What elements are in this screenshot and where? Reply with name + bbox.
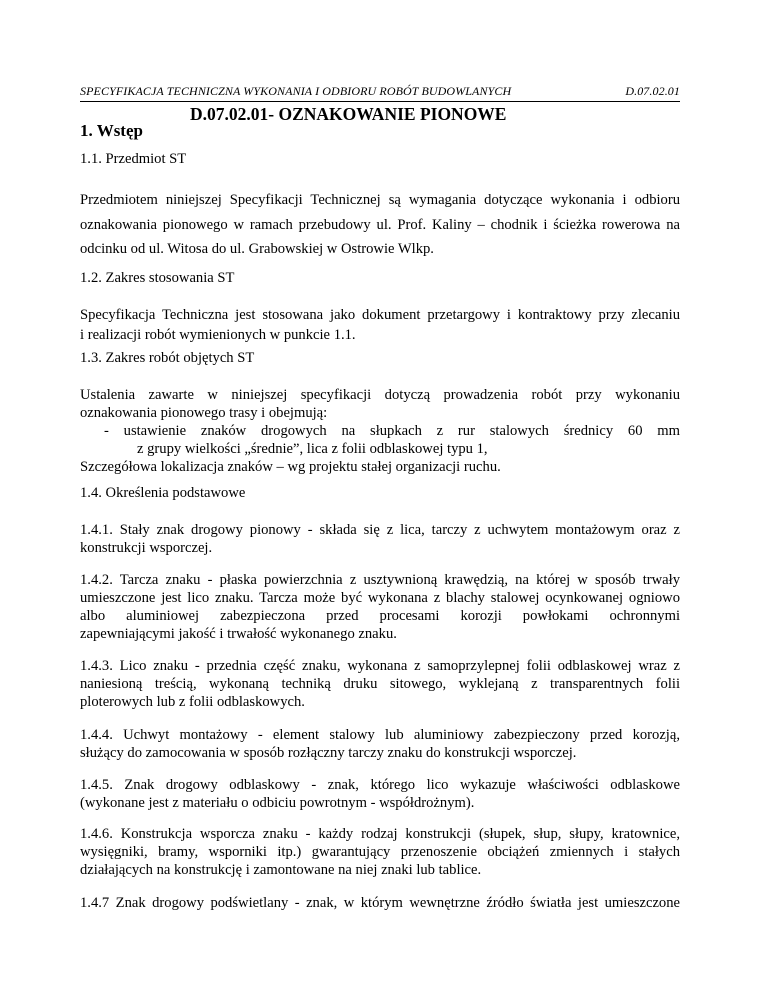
paragraph-line: Przedmiotem niniejszej Specyfikacji Technicznej są wymagania dotyczące wykonania i odbioru (80, 192, 680, 208)
subsection-heading: 1.1. Przedmiot ST (80, 151, 187, 167)
paragraph-line: 1.4.6. Konstrukcja wsporcza znaku - każdy rodzaj konstrukcji (słupek, słup, słupy, kratownice, (80, 826, 680, 842)
running-header-code: D.07.02.01 (625, 84, 680, 98)
paragraph-line: umieszczone jest lico znaku. Tarcza może być wykonana z blachy stalowej ocynkowanej ogniowo (80, 590, 680, 606)
definition-1-4-4 (80, 726, 680, 762)
subsection-heading: 1.2. Zakres stosowania ST (80, 270, 235, 286)
subsection-heading-1-4 (80, 483, 680, 503)
paragraph-line: 1.4.3. Lico znaku - przednia część znaku, wykonana z samoprzylepnej folii odblaskowej wraz z (80, 658, 680, 674)
paragraph-line: służący do zamocowania w sposób rozłączny tarczy znaku do konstrukcji wsporczej. (80, 745, 577, 761)
paragraph-line: oznakowania pionowego w ramach przebudowy ul. Prof. Kaliny – chodnik i ścieżka rowerowa na (80, 216, 680, 233)
definition-1-4-3 (80, 657, 680, 711)
paragraph-line: 1.4.2. Tarcza znaku - płaska powierzchnia z usztywnioną krawędzią, na której w sposób trwały (80, 572, 680, 588)
paragraph-line: 1.4.7 Znak drogowy podświetlany - znak, w którym wewnętrzne źródło światła jest umieszczone (80, 895, 680, 911)
paragraph-line: 1.4.5. Znak drogowy odblaskowy - znak, którego lico wykazuje właściwości odblaskowe (80, 777, 680, 793)
paragraph-line: naniesioną treścią, wykonaną techniką druku sitowego, wyklejaną z transparentnych folii (80, 676, 680, 692)
definition-1-4-1 (80, 521, 680, 557)
subsection-heading-1-2 (80, 268, 680, 288)
document-title: D.07.02.01- OZNAKOWANIE PIONOWE (190, 104, 507, 124)
subsection-heading-1-3 (80, 348, 680, 368)
paragraph-line: Ustalenia zawarte w niniejszej specyfikacji dotyczą prowadzenia robót przy wykonaniu (80, 387, 680, 403)
paragraph-line: wysięgniki, bramy, wsporniki itp.) gwarantujący przenoszenie obciążeń zmiennych i stałych (80, 844, 680, 860)
section-heading: 1. Wstęp (80, 121, 143, 140)
paragraph-line: albo aluminiowej zabezpieczona przed procesami korozji powłokami ochronnymi (80, 608, 680, 624)
running-header-title: SPECYFIKACJA TECHNICZNA WYKONANIA I ODBIORU ROBÓT BUDOWLANYCH (80, 84, 512, 98)
list-item: - ustawienie znaków drogowych na słupkach z rur stalowych średnicy 60 mm (104, 423, 680, 439)
running-header (80, 84, 680, 102)
paragraph-line: 1.4.4. Uchwyt montażowy - element stalowy lub aluminiowy zabezpieczony przed korozją, (80, 727, 680, 743)
definition-1-4-5 (80, 776, 680, 812)
subsection-heading: 1.4. Określenia podstawowe (80, 485, 246, 501)
paragraph-1-2 (80, 305, 680, 345)
paragraph-line: 1.4.1. Stały znak drogowy pionowy - składa się z lica, tarczy z uchwytem montażowym oraz z (80, 522, 680, 538)
paragraph-line: i realizacji robót wymienionych w punkcie 1.1. (80, 327, 356, 343)
paragraph-1-1 (80, 188, 680, 262)
paragraph-1-3 (80, 386, 680, 476)
list-item-continuation: z grupy wielkości „średnie”, lica z folii odblaskowej typu 1, (137, 441, 488, 457)
paragraph-line: działających na konstrukcję i zamontowane na niej znaki lub tablice. (80, 862, 482, 878)
paragraph-line: ploterowych lub z folii odblaskowych. (80, 694, 305, 710)
paragraph-line: (wykonane jest z materiału o odbiciu powrotnym - współdrożnym). (80, 795, 475, 811)
subsection-heading-1-1 (80, 149, 680, 169)
definition-1-4-2 (80, 571, 680, 643)
definition-1-4-7 (80, 894, 680, 912)
paragraph-line: konstrukcji wsporczej. (80, 540, 213, 556)
paragraph-line: Specyfikacja Techniczna jest stosowana jako dokument przetargowy i kontraktowy przy zlecaniu (80, 307, 680, 323)
paragraph-line: zapewniającymi jakość i trwałość wykonanego znaku. (80, 626, 397, 642)
definition-1-4-6 (80, 825, 680, 879)
subsection-heading: 1.3. Zakres robót objętych ST (80, 350, 255, 366)
paragraph-line: Szczegółowa lokalizacja znaków – wg projektu stałej organizacji ruchu. (80, 459, 501, 475)
paragraph-line: oznakowania pionowego trasy i obejmują: (80, 405, 328, 421)
paragraph-line: odcinku od ul. Witosa do ul. Grabowskiej w Ostrowie Wlkp. (80, 241, 434, 257)
